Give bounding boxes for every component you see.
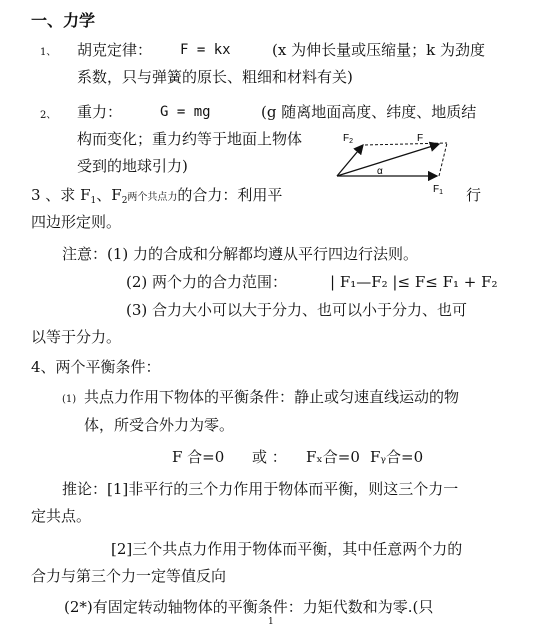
dashed-edge-right (439, 143, 447, 176)
item1-note-line1: (x 为伸长量或压缩量；k 为劲度 (272, 41, 485, 59)
item3-tail-small: 两个共点力 (127, 192, 178, 203)
item4-title: 4、两个平衡条件： (31, 358, 161, 376)
item1-formula: F = kx (180, 42, 231, 58)
item3-rest: 的合力：利用平 (177, 186, 283, 204)
equation-fx: Fₓ合=0 (306, 448, 360, 466)
item3-line1 (31, 185, 282, 211)
item3-number: 3 、求 (31, 186, 76, 204)
inference-2: [2]三个共点力作用于物体而平衡，其中任意两个力的 (111, 540, 463, 558)
resultant-vector (337, 144, 439, 176)
item3-line2: 四边形定则。 (31, 213, 122, 231)
item3-tail: 行 (466, 186, 482, 204)
label-f1: $F_1$ (433, 184, 444, 196)
equation-fy: Fᵧ合=0 (370, 448, 424, 466)
inference-1: 推论：[1]非平行的三个力作用于物体而平衡，则这三个力一 (62, 480, 459, 498)
condition2-text: (2*)有固定转动轴物体的平衡条件：力矩代数和为零.(只 (64, 598, 434, 616)
force-parallelogram-diagram (325, 126, 475, 196)
item1-note-line2: 系数，只与弹簧的原长、粗细和材料有关) (77, 68, 353, 86)
condition1-text: 共点力作用下物体的平衡条件：静止或匀速直线运动的物 (84, 388, 460, 406)
item3-f1: F (80, 186, 91, 204)
note-3-cont: 以等于分力。 (31, 328, 122, 346)
item1-number: 1、 (40, 47, 57, 58)
label-f: F (417, 133, 424, 144)
item1-label: 胡克定律： (77, 41, 153, 59)
equation-or: 或 ： (252, 448, 287, 466)
condition1-number: (1) (62, 394, 77, 405)
note-2-formula: | F₁—F₂ |≤ F≤ F₁ + F₂ (330, 273, 498, 291)
item2-number: 2、 (40, 110, 57, 121)
item2-label: 重力： (77, 103, 123, 121)
label-f2: $F_2$ (343, 133, 354, 145)
item2-formula: G = mg (160, 104, 211, 120)
item3-sep: 、 (96, 186, 112, 204)
item3-f2-sub: 2 (121, 196, 128, 206)
equation-net-force: F 合=0 (172, 448, 225, 466)
item2-note-line3: 受到的地球引力) (77, 157, 188, 175)
condition1-text-cont: 体，所受合外力为零。 (84, 416, 235, 434)
inference-2-cont: 合力与第三个力一定等值反向 (31, 567, 227, 585)
item3-f2: F (111, 186, 122, 204)
inference-1-cont: 定共点。 (31, 507, 92, 525)
item2-note-line1: (g 随离地面高度、纬度、地质结 (261, 103, 477, 121)
section-title: 一、力学 (31, 11, 96, 30)
item2-note-line2: 构而变化；重力约等于地面上物体 (77, 130, 303, 148)
note-2-label: (2) 两个力的合力范围： (126, 273, 288, 291)
note-1: 注意：(1) 力的合成和分解都均遵从平行四边行法则。 (62, 245, 419, 263)
item3-f1-sub: 1 (90, 196, 97, 206)
note-3: (3) 合力大小可以大于分力、也可以小于分力、也可 (126, 301, 468, 319)
label-alpha: α (377, 166, 383, 177)
page-number: 1 (268, 617, 274, 627)
